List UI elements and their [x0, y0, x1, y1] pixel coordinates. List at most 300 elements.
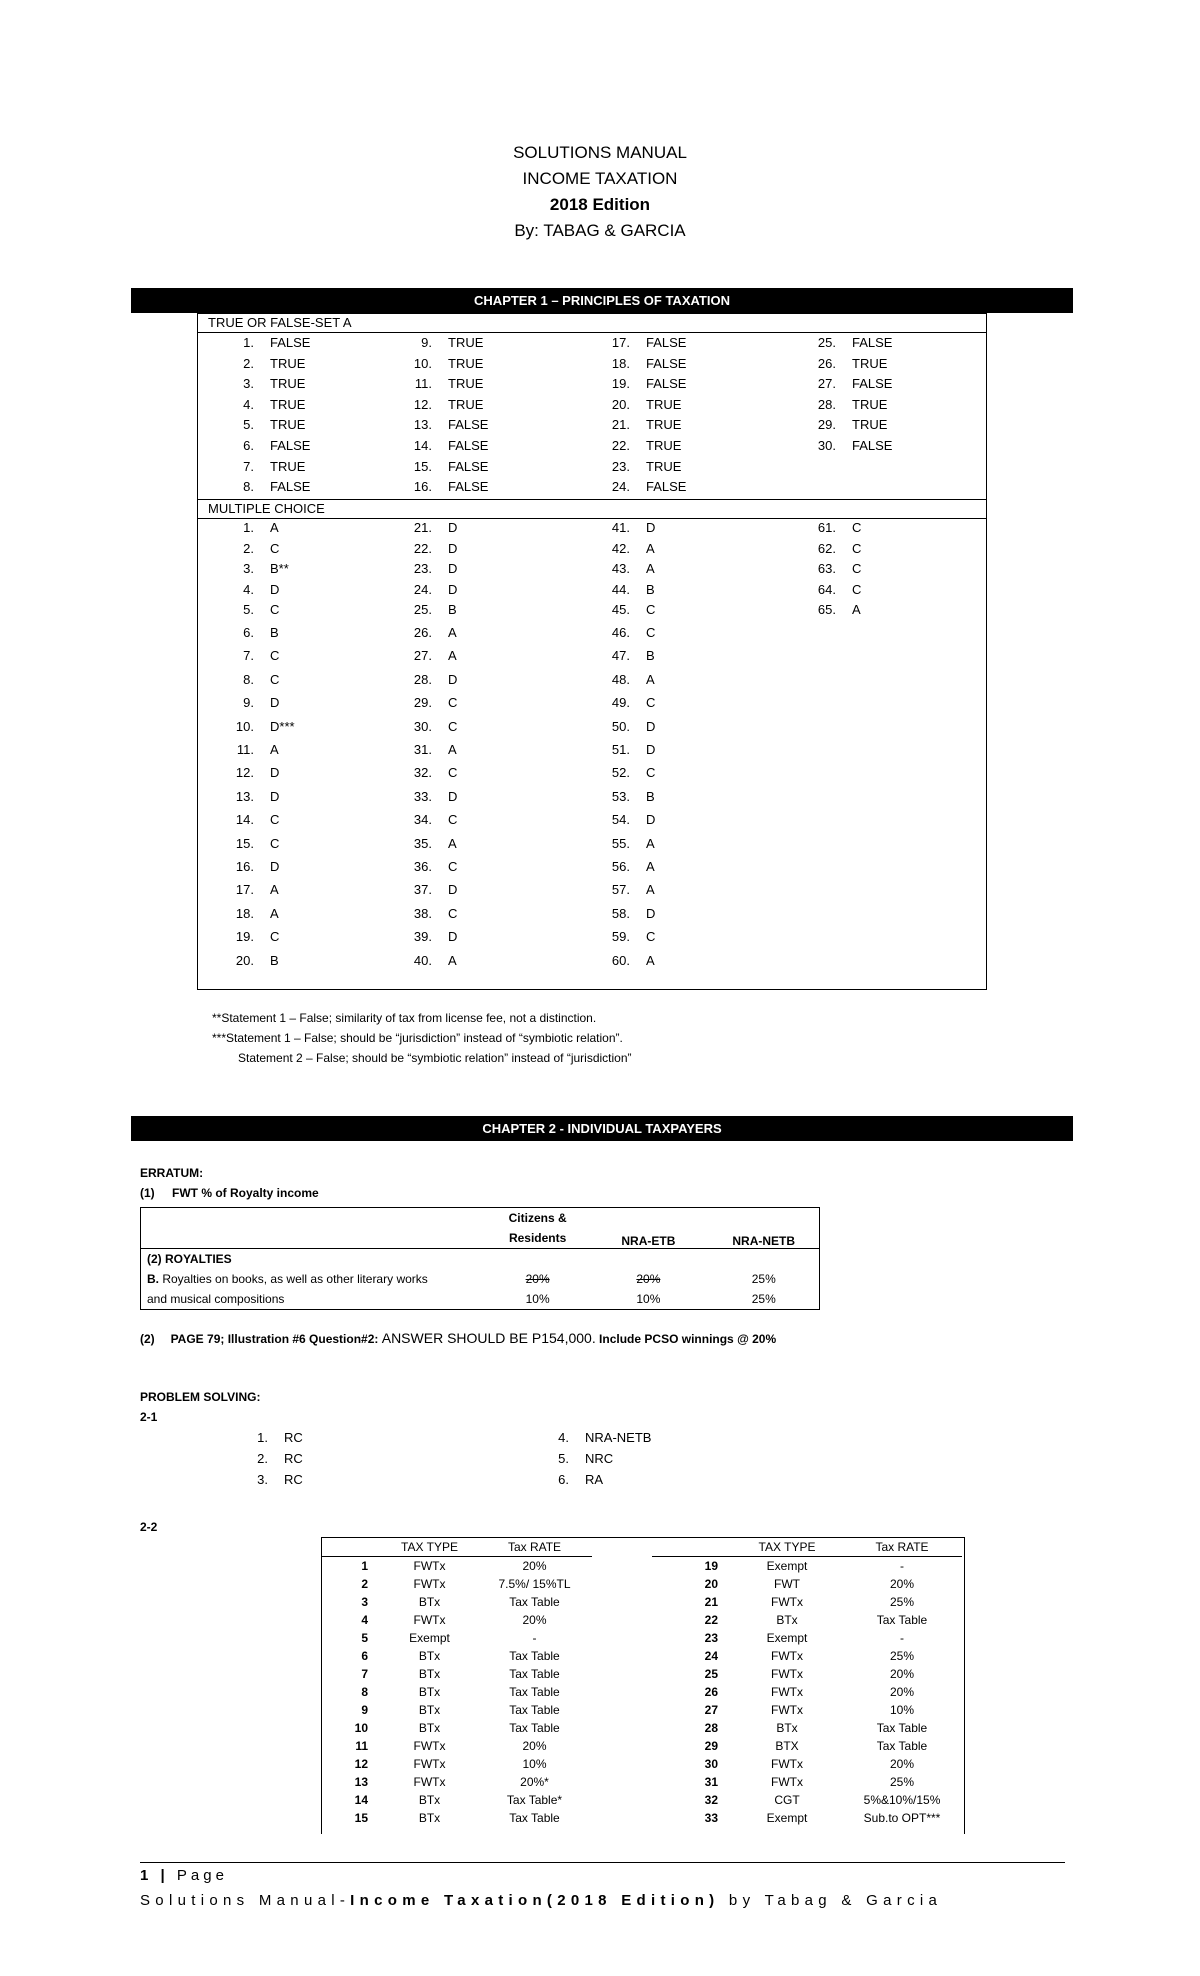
item-number: 23.: [611, 458, 630, 474]
tax-row-num: 20: [704, 1577, 718, 1591]
item-number: 15.: [235, 835, 254, 851]
tax-row-num: 8: [361, 1685, 368, 1699]
tax-row-type: BTx: [418, 1703, 441, 1717]
mc-answer: [228, 765, 279, 780]
erratum-item-2-ref: PAGE 79; Illustration #6 Question#2:: [170, 1332, 382, 1346]
mc-answer: [604, 742, 655, 757]
tax-row-type: Exempt: [409, 1631, 450, 1645]
item-number: 55.: [611, 835, 630, 851]
item-number: 2.: [257, 1451, 268, 1466]
left-tax-row: [322, 1773, 592, 1791]
mc-answer: [604, 953, 655, 968]
item-number: 1.: [243, 335, 254, 350]
tax-row-num: 24: [704, 1649, 718, 1663]
item-answer: A: [646, 952, 655, 968]
left-tax-row: [322, 1755, 592, 1773]
item-number: 23.: [413, 561, 432, 577]
chapter-2-banner: CHAPTER 2 - INDIVIDUAL TAXPAYERS: [131, 1116, 1073, 1141]
tax-row-num: 32: [704, 1793, 718, 1807]
right-tax-row: [652, 1701, 962, 1719]
document-title: [0, 140, 1200, 244]
item-number: 9.: [421, 335, 432, 350]
mc-answer: [228, 836, 279, 851]
mc-answer: [228, 719, 295, 734]
item-answer: C: [646, 765, 656, 781]
right-tax-row: [652, 1593, 962, 1611]
multiple-choice-heading: MULTIPLE CHOICE: [198, 499, 986, 519]
chapter-1-answer-box: [197, 313, 987, 990]
mc-answer: [406, 836, 457, 851]
mc-answer: [228, 789, 279, 804]
tax-row-num: 28: [704, 1721, 718, 1735]
item-number: 5.: [243, 417, 254, 433]
item-number: 35.: [413, 835, 432, 851]
tf-answer: [228, 479, 310, 494]
item-answer: C: [852, 561, 862, 577]
right-tax-row: [652, 1755, 962, 1773]
mc-answer: [604, 520, 655, 535]
item-number: 20.: [611, 396, 630, 412]
note-2: ***Statement 1 – False; should be “jurisdiction” instead of “symbiotic relation”.: [212, 1031, 623, 1045]
item-answer: A: [646, 882, 655, 898]
item-number: 12.: [235, 765, 254, 781]
problem-2-1-answer: [242, 1472, 303, 1487]
item-number: 33.: [413, 788, 432, 804]
tax-row-rate: Tax Table*: [506, 1793, 563, 1807]
chapter-1-notes: [212, 1008, 632, 1068]
note-3: Statement 2 – False; should be “symbiotic relation” instead of “jurisdiction”: [238, 1051, 632, 1065]
item-answer: C: [270, 671, 280, 687]
tax-row-num: 31: [704, 1775, 718, 1789]
tax-row-num: 9: [361, 1703, 368, 1717]
item-answer: FALSE: [448, 438, 489, 453]
item-answer: D: [646, 905, 656, 921]
item-answer: TRUE: [270, 376, 306, 392]
item-answer: FALSE: [646, 335, 687, 350]
item-number: 3.: [243, 376, 254, 392]
item-answer: FALSE: [852, 438, 893, 453]
mc-answer: [228, 906, 279, 921]
col-nra-etb: NRA-ETB: [621, 1234, 676, 1248]
mc-answer: [604, 602, 655, 617]
tf-answer: [604, 417, 681, 432]
item-number: 16.: [235, 859, 254, 874]
item-answer: B: [448, 602, 457, 618]
col-citizens-residents: [487, 1208, 588, 1249]
mc-answer: [406, 520, 457, 535]
tf-answer: [810, 417, 887, 432]
item-number: 5.: [558, 1451, 569, 1466]
item-answer: RC: [284, 1472, 303, 1487]
mc-answer: [406, 882, 457, 897]
item-answer: C: [448, 765, 458, 781]
item-number: 17.: [611, 335, 630, 350]
tax-row-type: BTx: [776, 1721, 798, 1735]
mc-answer: [810, 541, 861, 556]
item-number: 28.: [413, 671, 432, 687]
item-number: 19.: [235, 929, 254, 945]
item-number: 38.: [413, 905, 432, 921]
footer-title-a: Solutions Manual-: [140, 1892, 351, 1909]
left-tax-row: [322, 1575, 592, 1593]
item-number: 26.: [817, 355, 836, 371]
item-answer: C: [448, 905, 458, 921]
royalty-row-2-nra-netb: 25%: [751, 1292, 776, 1306]
tax-row-rate: 20%: [889, 1667, 915, 1681]
tf-answer: [604, 459, 681, 474]
title-line-2: INCOME TAXATION: [522, 169, 678, 188]
item-answer: A: [448, 742, 457, 757]
true-false-grid: [198, 333, 986, 499]
mc-answer: [228, 582, 279, 597]
mc-answer: [406, 602, 457, 617]
problem-2-2-table: [321, 1537, 965, 1834]
tax-row-type: BTx: [776, 1613, 798, 1627]
mc-answer: [604, 582, 655, 597]
item-number: 10.: [235, 718, 254, 734]
tax-row-type: FWTx: [771, 1649, 803, 1663]
tax-row-type: FWTx: [771, 1595, 803, 1609]
item-answer: NRC: [585, 1451, 614, 1466]
tax-row-type: FWTx: [771, 1775, 803, 1789]
page-number: 1: [140, 1867, 153, 1884]
royalty-row-1-citizens: 20%: [525, 1272, 550, 1286]
item-answer: A: [448, 648, 457, 664]
tf-answer: [406, 479, 488, 494]
erratum-item-2-answer: ANSWER SHOULD BE P154,000.: [381, 1330, 596, 1346]
item-number: 36.: [413, 859, 432, 874]
item-number: 5.: [243, 602, 254, 618]
item-answer: C: [270, 602, 280, 618]
mc-answer: [228, 672, 279, 687]
tax-row-type: FWTx: [771, 1667, 803, 1681]
tf-answer: [406, 459, 488, 474]
item-number: 13.: [235, 788, 254, 804]
right-head-tax-rate: Tax RATE: [875, 1540, 929, 1554]
item-number: 48.: [611, 671, 630, 687]
item-number: 30.: [817, 438, 836, 453]
problem-2-1-answer: [543, 1451, 613, 1466]
tf-answer: [604, 376, 686, 391]
item-number: 52.: [611, 765, 630, 781]
item-answer: FALSE: [646, 479, 687, 495]
tax-row-rate: Tax Table: [509, 1649, 560, 1663]
item-number: 3.: [243, 561, 254, 577]
mc-answer: [406, 541, 457, 556]
item-answer: TRUE: [646, 417, 682, 433]
right-tax-row: [652, 1791, 962, 1809]
left-tax-row: [322, 1737, 592, 1755]
tax-row-rate: Tax Table: [509, 1721, 560, 1735]
item-number: 25.: [413, 602, 432, 618]
item-answer: FALSE: [448, 458, 489, 474]
page-separator: |: [152, 1867, 177, 1884]
item-number: 59.: [611, 929, 630, 945]
tax-row-rate: Tax Table: [876, 1613, 928, 1627]
problem-2-1-answer: [242, 1430, 303, 1445]
item-answer: D: [646, 718, 656, 734]
item-number: 54.: [611, 812, 630, 828]
item-number: 17.: [235, 882, 254, 898]
item-number: 27.: [413, 648, 432, 664]
note-1: **Statement 1 – False; similarity of tax from license fee, not a distinction.: [212, 1011, 597, 1025]
tax-row-rate: 20%: [889, 1757, 915, 1771]
chapter-1-banner: CHAPTER 1 – PRINCIPLES OF TAXATION: [131, 288, 1073, 313]
mc-answer: [406, 625, 457, 640]
mc-answer: [604, 765, 655, 780]
item-answer: B: [646, 648, 655, 664]
tax-row-num: 12: [354, 1757, 368, 1771]
tf-answer: [604, 438, 681, 453]
mc-answer: [604, 672, 655, 687]
tf-answer: [604, 397, 681, 412]
item-answer: TRUE: [270, 458, 306, 474]
item-answer: TRUE: [270, 417, 306, 433]
tax-row-num: 25: [704, 1667, 718, 1681]
item-number: 29.: [817, 417, 836, 433]
mc-answer: [228, 742, 279, 757]
item-answer: FALSE: [646, 376, 687, 392]
item-answer: C: [448, 695, 458, 711]
mc-answer: [604, 719, 655, 734]
item-number: 6.: [558, 1472, 569, 1487]
item-number: 1.: [257, 1430, 268, 1445]
item-answer: C: [448, 859, 458, 874]
problem-2-2-right: [652, 1538, 962, 1827]
tf-answer: [406, 356, 483, 371]
item-answer: C: [646, 625, 656, 640]
tax-row-type: FWTx: [771, 1685, 803, 1699]
item-number: 12.: [413, 396, 432, 412]
item-answer: D: [646, 812, 656, 828]
left-head-tax-rate: Tax RATE: [507, 1540, 562, 1554]
tax-row-type: FWTx: [771, 1703, 803, 1717]
item-answer: D: [448, 581, 458, 597]
item-answer: TRUE: [852, 355, 888, 371]
mc-answer: [228, 541, 279, 556]
item-number: 7.: [243, 458, 254, 474]
tax-row-num: 3: [361, 1595, 368, 1609]
tax-row-rate: 20%: [522, 1739, 547, 1753]
tax-row-num: 13: [354, 1775, 368, 1789]
item-answer: D: [448, 671, 458, 687]
item-number: 46.: [611, 625, 630, 640]
mc-answer: [604, 695, 655, 710]
tax-row-type: FWTx: [413, 1577, 446, 1591]
item-number: 14.: [413, 438, 432, 453]
mc-answer: [228, 561, 289, 576]
mc-answer: [604, 648, 655, 663]
mc-answer: [604, 561, 655, 576]
item-answer: C: [448, 718, 458, 734]
left-tax-row: [322, 1593, 592, 1611]
item-number: 61.: [817, 520, 836, 535]
item-answer: TRUE: [448, 396, 484, 412]
item-answer: TRUE: [646, 396, 682, 412]
footer-divider: [140, 1862, 1065, 1863]
tax-row-type: BTx: [418, 1649, 441, 1663]
item-number: 2.: [243, 355, 254, 371]
item-number: 25.: [817, 335, 836, 350]
item-number: 44.: [611, 581, 630, 597]
item-answer: D***: [270, 718, 295, 734]
tax-row-rate: 20%*: [520, 1775, 549, 1789]
mc-answer: [604, 789, 655, 804]
right-tax-row: [652, 1773, 962, 1791]
tax-row-type: FWT: [774, 1577, 800, 1591]
mc-answer: [406, 561, 457, 576]
royalty-row-1-label: [141, 1269, 487, 1289]
tax-row-num: 10: [354, 1721, 368, 1735]
item-number: 34.: [413, 812, 432, 828]
tax-row-num: 7: [361, 1667, 368, 1681]
item-answer: D: [270, 695, 280, 711]
item-answer: A: [646, 859, 655, 874]
mc-answer: [406, 695, 457, 710]
mc-answer: [604, 859, 655, 874]
item-number: 31.: [413, 742, 432, 757]
left-head-tax-type: TAX TYPE: [401, 1540, 458, 1554]
item-number: 16.: [413, 479, 432, 495]
tax-row-type: BTx: [418, 1595, 441, 1609]
tax-row-rate: 20%: [522, 1613, 547, 1627]
right-tax-row: [652, 1575, 962, 1593]
item-answer: TRUE: [646, 438, 682, 453]
mc-answer: [406, 765, 457, 780]
tf-answer: [228, 356, 305, 371]
tax-row-rate: Tax Table: [509, 1595, 560, 1609]
item-answer: FALSE: [270, 479, 311, 495]
tax-row-rate: -: [900, 1559, 904, 1573]
item-answer: A: [270, 742, 279, 757]
footer-title-b: Income Taxation(2018 Edition): [350, 1892, 720, 1909]
item-number: 8.: [243, 479, 254, 495]
tf-answer: [406, 335, 483, 350]
tf-answer: [406, 417, 488, 432]
item-answer: D: [270, 788, 280, 804]
left-tax-row: [322, 1629, 592, 1647]
mc-answer: [228, 520, 279, 535]
tax-row-num: 19: [704, 1559, 718, 1573]
tax-row-rate: Tax Table: [509, 1685, 560, 1699]
tax-row-rate: 10%: [889, 1703, 915, 1717]
footer-running-title: [140, 1892, 942, 1909]
tax-row-rate: -: [532, 1631, 537, 1645]
item-number: 18.: [611, 355, 630, 371]
item-answer: C: [646, 929, 656, 945]
tax-row-type: FWTx: [413, 1757, 446, 1771]
left-tax-row: [322, 1809, 592, 1827]
item-number: 21.: [611, 417, 630, 433]
tax-row-num: 4: [361, 1613, 368, 1627]
erratum-heading: ERRATUM:: [140, 1166, 204, 1180]
tax-row-rate: 5%&10%/15%: [863, 1793, 941, 1807]
item-number: 27.: [817, 376, 836, 392]
tf-answer: [810, 376, 892, 391]
tax-row-num: 11: [355, 1739, 368, 1753]
right-tax-row: [652, 1737, 962, 1755]
item-number: 64.: [817, 581, 836, 597]
item-number: 22.: [413, 540, 432, 556]
tf-answer: [604, 335, 686, 350]
item-answer: A: [448, 952, 457, 968]
item-answer: D: [448, 929, 458, 945]
right-tax-row: [652, 1647, 962, 1665]
item-answer: D: [448, 882, 458, 898]
tf-answer: [228, 335, 310, 350]
right-tax-row: [652, 1809, 962, 1827]
erratum-item-2-note: Include PCSO winnings @ 20%: [595, 1332, 777, 1346]
item-answer: D: [448, 788, 458, 804]
item-answer: FALSE: [448, 479, 489, 495]
tax-row-num: 22: [704, 1613, 718, 1627]
left-tax-row: [322, 1719, 592, 1737]
item-number: 56.: [611, 859, 630, 874]
erratum-item-2-num: (2): [140, 1332, 155, 1346]
mc-answer: [810, 582, 861, 597]
item-number: 47.: [611, 648, 630, 664]
multiple-choice-grid: [198, 519, 986, 989]
mc-answer: [604, 906, 655, 921]
tax-row-rate: Tax Table: [876, 1739, 928, 1753]
item-answer: C: [270, 648, 280, 664]
tf-answer: [406, 376, 483, 391]
tax-row-type: BTx: [418, 1667, 441, 1681]
item-number: 49.: [611, 695, 630, 711]
item-number: 18.: [235, 905, 254, 921]
item-number: 65.: [817, 602, 836, 618]
item-number: 3.: [257, 1472, 268, 1487]
item-answer: D: [270, 765, 280, 781]
item-answer: C: [270, 929, 280, 945]
royalty-row-1-nra-netb: 25%: [751, 1272, 776, 1286]
left-tax-row: [322, 1557, 592, 1576]
tax-row-rate: 20%: [522, 1559, 547, 1573]
tax-row-rate: 10%: [522, 1757, 547, 1771]
item-answer: RC: [284, 1451, 303, 1466]
item-number: 30.: [413, 718, 432, 734]
right-tax-row: [652, 1611, 962, 1629]
mc-answer: [604, 541, 655, 556]
tax-row-num: 6: [361, 1649, 368, 1663]
mc-answer: [406, 859, 457, 874]
item-number: 62.: [817, 540, 836, 556]
item-number: 45.: [611, 602, 630, 618]
left-tax-row: [322, 1683, 592, 1701]
item-answer: RA: [585, 1472, 604, 1487]
item-number: 6.: [243, 625, 254, 640]
left-tax-row: [322, 1665, 592, 1683]
item-answer: C: [852, 520, 862, 535]
item-number: 20.: [235, 952, 254, 968]
item-answer: C: [448, 812, 458, 828]
mc-answer: [604, 836, 655, 851]
royalty-row-1-prefix: B.: [147, 1272, 159, 1286]
tax-row-num: 26: [704, 1685, 718, 1699]
item-answer: B: [646, 788, 655, 804]
item-answer: TRUE: [852, 417, 888, 433]
mc-answer: [228, 882, 279, 897]
item-answer: D: [646, 742, 656, 757]
problem-2-2-left: [322, 1538, 592, 1827]
tax-row-type: FWTx: [413, 1613, 446, 1627]
item-answer: D: [270, 859, 280, 874]
tax-row-rate: Tax Table: [509, 1667, 560, 1681]
item-answer: FALSE: [646, 355, 687, 371]
tf-answer: [228, 397, 305, 412]
royalty-row-1-text: Royalties on books, as well as other literary works: [159, 1272, 428, 1286]
mc-answer: [406, 929, 457, 944]
